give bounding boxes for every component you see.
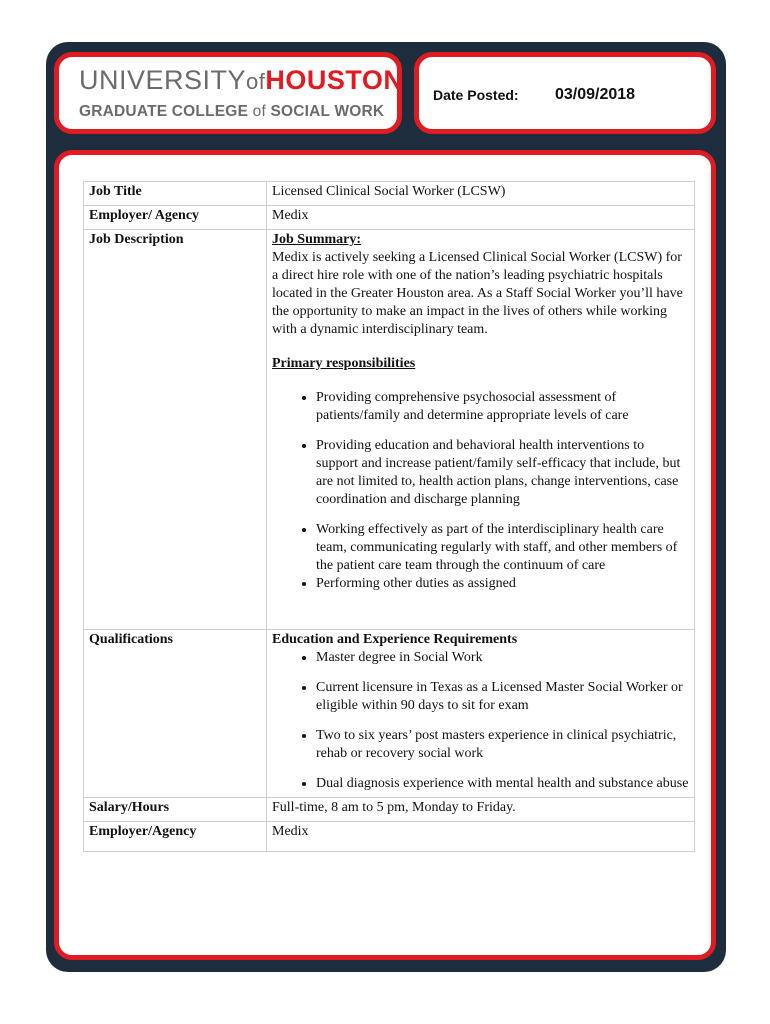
salary-hours-value: Full-time, 8 am to 5 pm, Monday to Friday. <box>267 798 695 822</box>
list-item: • Providing comprehensive psychosocial assessment of patients/family and determine appropriate levels of care <box>316 389 689 425</box>
university-logo-panel <box>54 52 402 134</box>
table-row <box>84 822 695 852</box>
table-row <box>84 182 695 206</box>
table-row <box>84 798 695 822</box>
date-posted-label: Date Posted: <box>433 87 519 103</box>
list-item: • Performing other duties as assigned <box>316 575 689 593</box>
job-posting-panel <box>54 150 716 960</box>
list-item: • Master degree in Social Work <box>316 649 689 667</box>
job-title-value: Licensed Clinical Social Worker (LCSW) <box>267 182 695 206</box>
employer-agency-label: Employer/Agency <box>84 822 267 852</box>
list-item: • Providing education and behavioral health interventions to support and increase patient/family self-efficacy that include, but are not limited to, health action plans, change interventions, case coordination and discharge planning <box>316 437 689 509</box>
job-description-value <box>267 230 695 630</box>
job-description-label: Job Description <box>84 230 267 630</box>
salary-hours-label: Salary/Hours <box>84 798 267 822</box>
university-logo: UNIVERSITYofHOUSTON <box>79 65 404 95</box>
qualifications-label: Qualifications <box>84 630 267 798</box>
date-posted-value: 03/09/2018 <box>555 86 636 103</box>
qualifications-heading: Education and Experience Requirements <box>272 632 518 647</box>
list-item: • Two to six years’ post masters experience in clinical psychiatric, rehab or recovery social work <box>316 727 689 763</box>
job-title-label: Job Title <box>84 182 267 206</box>
qualifications-list <box>272 649 689 793</box>
responsibilities-list <box>272 389 689 593</box>
responsibilities-heading: Primary responsibilities <box>272 356 416 371</box>
employer-label: Employer/ Agency <box>84 206 267 230</box>
employer-agency-value: Medix <box>267 822 695 852</box>
college-name: GRADUATE COLLEGE of SOCIAL WORK <box>79 103 385 120</box>
employer-value: Medix <box>267 206 695 230</box>
list-item: • Dual diagnosis experience with mental health and substance abuse <box>316 775 689 793</box>
job-summary-heading: Job Summary: <box>272 232 362 247</box>
table-row <box>84 206 695 230</box>
date-posted-panel <box>414 52 716 134</box>
list-item: • Current licensure in Texas as a Licensed Master Social Worker or eligible within 90 days to sit for exam <box>316 679 689 715</box>
table-row <box>84 630 695 798</box>
job-details-table <box>83 181 695 852</box>
job-summary-text: Medix is actively seeking a Licensed Clinical Social Worker (LCSW) for a direct hire role with one of the nation’s leading psychiatric hospitals located in the Greater Houston area. As a Staff Social Worker you’ll have the opportunity to make an impact in the lives of others while working with a dynamic interdisciplinary team. <box>272 250 683 337</box>
qualifications-value <box>267 630 695 798</box>
table-row <box>84 230 695 630</box>
list-item: • Working effectively as part of the interdisciplinary health care team, communicating regularly with staff, and other members of the patient care team through the continuum of care <box>316 521 689 575</box>
